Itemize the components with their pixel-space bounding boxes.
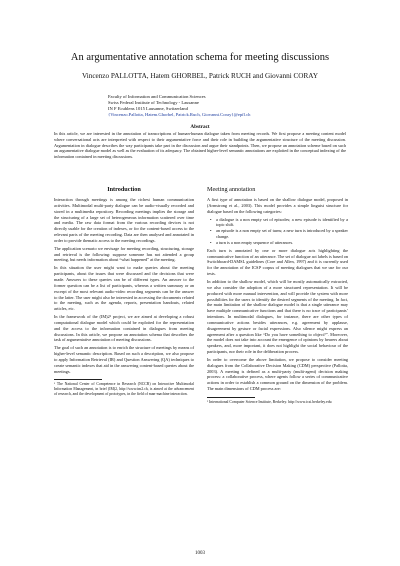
annotation-intro-paragraph: A first type of annotation is based on the shallow dialogue model, proposed in (Armstrong et al., 2003). This model provides a simple linguist structure for dialogue based on the following categories: [207,197,348,214]
dialogue-category-list [207,217,348,246]
footnote-2: ² International Computer Science Institute, Berkeley. http://www.icsi.berkeley.edu [207,400,332,404]
list-item: • an episode is a non empty set of turns; a new turn is introduced by a speaker change. [207,228,348,240]
abstract-text: In this article, we are interested in the annotation of transcriptions of human-human dialogue taken from meeting records. We first propose a meeting content model where conversational acts are interpreted with respect to their argumentative force and their role in building the argumentative structure of the meeting discussion. Argumentation in dialogue describes the way participants take part in the discussion and argue their standpoints. Then, we propose an annotation scheme based on such an argumentative dialogue model as well as the evaluation of its adequacy. The obtained higher-level semantic annotations are exploited in the conceptual indexing of the information contained in meeting discussions. [54,131,346,159]
abstract-heading: Abstract [190,124,210,130]
right-column [207,186,348,405]
intro-paragraph-1: Interaction through meetings is among the richest human communication activities. Multimodal multi-party dialogue can be audio-visually recorded and stored in a multimedia repository. Recording meetings implies the storage and the structuring of a large set of heterogeneous information scattered over time and media. The raw data format from the various recording devices is not directly usable for the creation of indexes, or for the content-based access to the relevant parts of the meeting recording. Data are then analysed and annotated in order to provide thematic access to the meeting recordings. [54,197,194,243]
author-list: Vincenzo PALLOTTA, Hatem GHORBEL, Patrick RUCH and Giovanni CORAY [81,72,319,80]
meeting-annotation-heading: Meeting annotation [207,186,256,193]
annotation-paragraph-1: Each turn is annotated by one or more dialogue acts highlighting the communicative function of an utterance. The set of dialogue act labels is based on Switchboard-DAMSL guidelines (Core and Allen, 1997) and it is currently used for the annotation of the ICSI² corpus of meeting dialogues that we use for our tests. [207,247,348,277]
footnote-divider [207,397,255,398]
list-item: • a turn is a non empty sequence of utterances. [207,240,348,246]
affiliation-block [108,94,308,118]
footnote-divider [54,379,102,380]
annotation-paragraph-2: In addition to the shallow model, which will be mostly automatically extracted, we also consider the adoption of a more structured representation. It will be produced with more manual intervention, and will provide the system with more possibilities for the users to identify the desired segments of the meeting. In fact, the main limitation of the shallow dialogue model is that a single utterance may have multiple communicative functions and that there is no trace of participants’ intentions. In multimodal dialogues, for instance, there are other types of communicative actions besides utterances, e.g. agreement by applause, disagreement by gesture or facial expressions. Also silence might express an agreement after a question like “Do you have something to object?”. Moreover, the model does not take into account the emergence of opinions by hearers about speakers, and, more important, it does not highlight the social behaviour of the participants, nor their role in the deliberation process. [207,278,348,355]
intro-paragraph-4: In the framework of the (IM)2¹ project, we are aimed at developing a robust computational dialogue model which could be exploited for the representation and the access to the information contained in dialogues from meeting discussions. In this article, we propose an annotation schema that describes the task of argumentative annotation of meeting discussions. [54,314,194,343]
paper-title: An argumentative annotation schema for meeting discussions [70,52,330,63]
footnote-1: ¹ The National Center of Competence in Research (NCCR) on Interactive Multimodal Information Management, in brief (IM)2, http://www.im2.ch, is aimed at the advancement of research, and the development of prototypes, in the field of man-machine interaction. [54,382,194,397]
introduction-heading: Introduction [107,186,141,193]
page-number: 1003 [195,551,205,556]
intro-paragraph-5: The goal of such an annotation is to enrich the structure of meetings by means of higher-level semantic description. Based on such a description, we also propose to apply Information Retrieval (IR) and Question Answering (QA) techniques to create semantic indexes that aid in the answering content-based queries about the meetings. [54,345,194,374]
intro-paragraph-2: The application scenario we envisage for meeting recording, structuring, storage and retrieval is the following: suppose someone has not attended a group meeting, but needs information about “what happened” at the meeting. [54,245,194,263]
intro-paragraph-3: In this situation the user might want to make queries about the meeting participants, about the issues that were discussed and the decisions that were made. Answers to these queries can be of different types. An answer to the former question can be a list of participants, whereas a written summary or an excerpt of the most relevant audio-video recording segments can be the answer to the latter. The user might also be interested in accessing the documents related to the meeting, such as the agenda, reports, presentation handouts, related articles, etc. [54,265,194,312]
annotation-paragraph-3: In order to overcome the above limitation, we propose to consider meeting dialogues from the Collaborative Decision Making (CDM) perspective (Pallotta, 2003). A meeting is defined as a multi-party (multi-agent) decision making process: a collaborative process, where agents follow a series of communicative actions in order to establish a common ground on the dimension of the problem. The main dimensions of CDM process are: [207,356,348,392]
left-column [54,186,194,397]
affiliation-line-2: Swiss Federal Institute of Technology - Lausanne [108,100,199,106]
author-email-link[interactable]: {Vincenzo.Pallotta, Hatem.Ghorbel, Patrick.Ruch, Giovanni.Coray}@epfl.ch [108,112,251,118]
list-item: • a dialogue is a non empty set of episodes; a new episode is identified by a topic shift. [207,217,348,229]
affiliation-line-3: IN F Ecublens 1015 Lausanne, Switzerland [108,106,188,112]
affiliation-line-1: Faculty of Information and Communication Sciences [108,94,206,99]
